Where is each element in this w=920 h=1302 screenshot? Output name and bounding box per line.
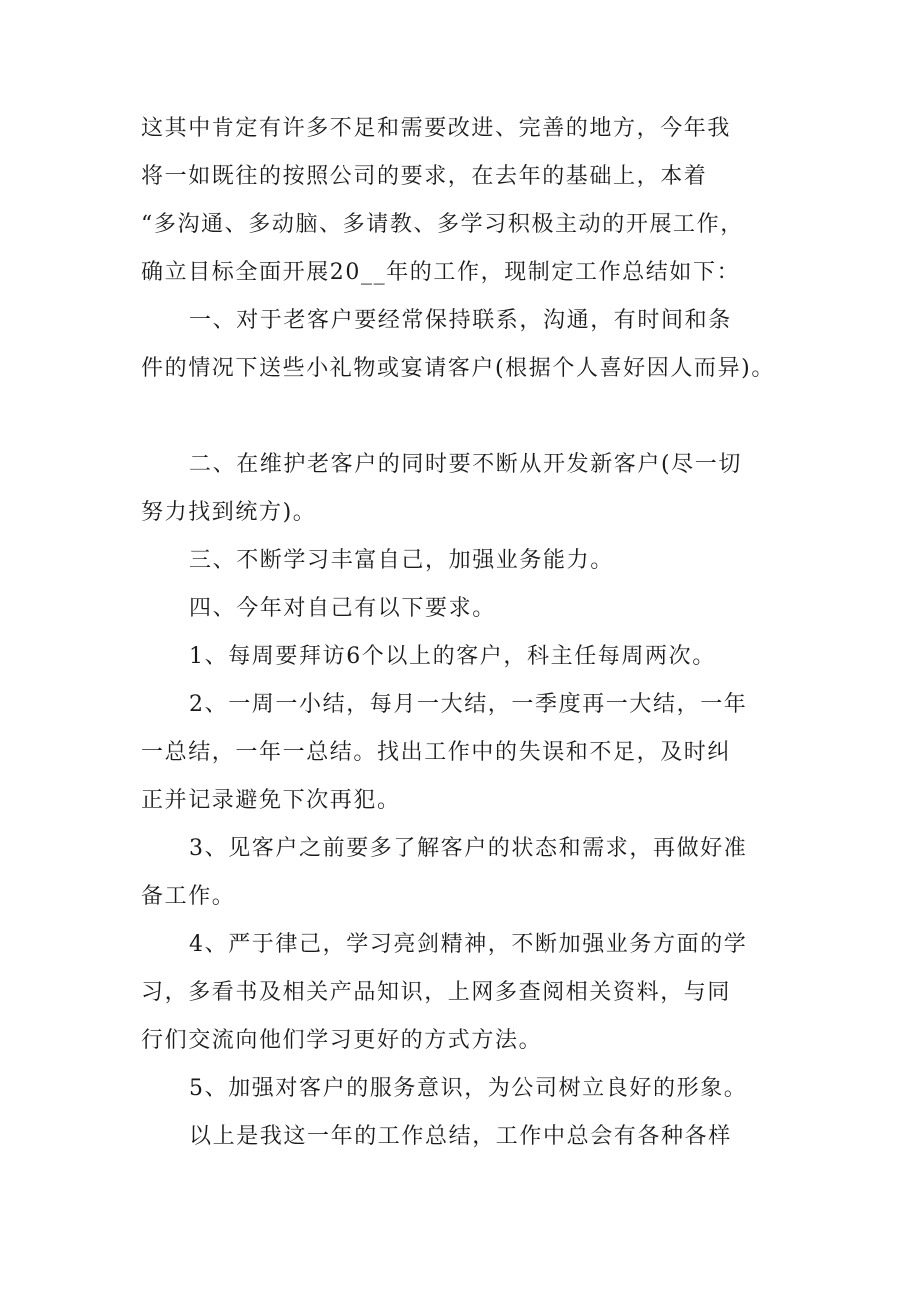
text-line: 三、不断学习丰富自己，加强业务能力。 xyxy=(189,548,614,573)
text-line: 3、见客户之前要多了解客户的状态和需求，再做好准 xyxy=(189,836,748,861)
text-line: 努力找到统方)。 xyxy=(141,500,317,525)
text-line: 行们交流向他们学习更好的方式方法。 xyxy=(141,1028,543,1053)
text-line: “多沟通、多动脑、多请教、多学习积极主动的开展工作， xyxy=(141,212,744,237)
text-line: 一、对于老客户要经常保持联系，沟通，有时间和条 xyxy=(189,308,732,333)
text-line: 一总结，一年一总结。找出工作中的失误和不足，及时纠 xyxy=(141,740,732,765)
text-line: 1、每周要拜访6个以上的客户，科主任每周两次。 xyxy=(189,644,716,669)
text-line: 备工作。 xyxy=(141,884,236,909)
text-line: 将一如既往的按照公司的要求，在去年的基础上，本着 xyxy=(141,164,708,189)
text-line: 5、加强对客户的服务意识，为公司树立良好的形象。 xyxy=(189,1076,748,1101)
text-line: 四、今年对自己有以下要求。 xyxy=(189,596,496,621)
text-line: 4、严于律己，学习亮剑精神，不断加强业务方面的学 xyxy=(189,932,748,957)
text-line: 2、一周一小结，每月一大结，一季度再一大结，一年 xyxy=(189,692,748,717)
text-line: 二、在维护老客户的同时要不断从开发新客户(尽一切 xyxy=(189,452,742,477)
text-line: 件的情况下送些小礼物或宴请客户(根据个人喜好因人而异)。 xyxy=(141,356,775,381)
text-line: 确立目标全面开展20__年的工作，现制定工作总结如下： xyxy=(141,260,741,285)
text-line: 正并记录避免下次再犯。 xyxy=(141,788,401,813)
text-line: 以上是我这一年的工作总结，工作中总会有各种各样 xyxy=(189,1124,732,1149)
text-line: 这其中肯定有许多不足和需要改进、完善的地方，今年我 xyxy=(141,116,732,141)
text-line: 习，多看书及相关产品知识，上网多查阅相关资料，与同 xyxy=(141,980,732,1005)
